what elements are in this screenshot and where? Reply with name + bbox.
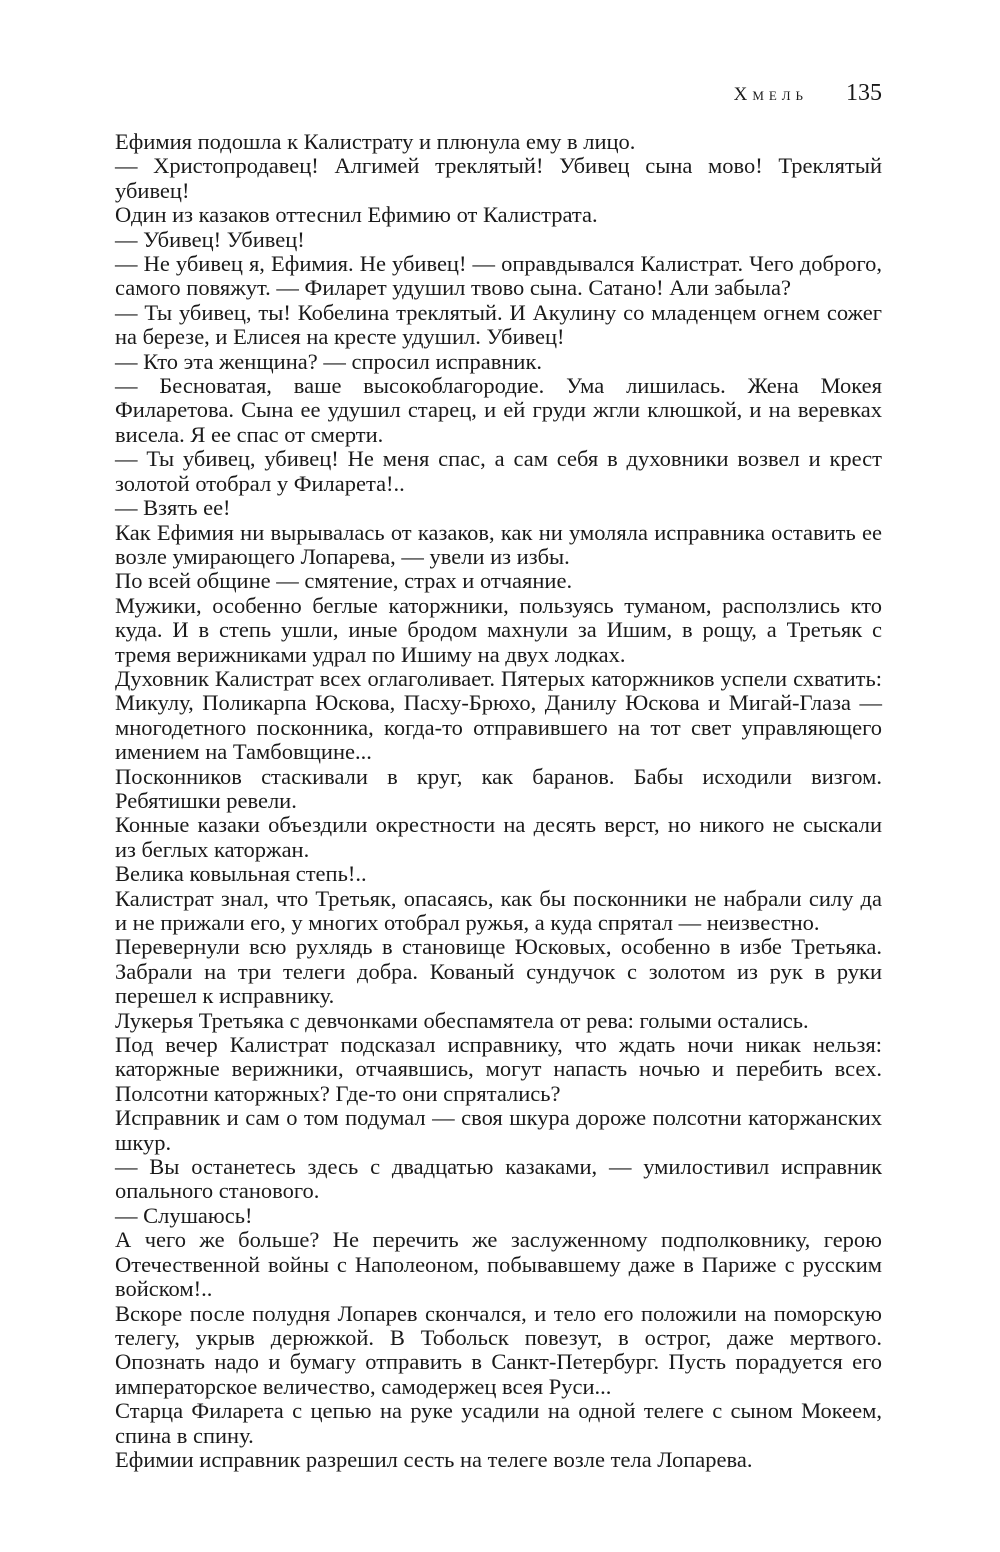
paragraph: — Христопродавец! Алгимей треклятый! Убивец сына мово! Треклятый убивец! (115, 153, 882, 203)
paragraph: Духовник Калистрат всех оглаголивает. Пятерых каторжников успели схватить: Микулу, Поликарпа Юскова, Пасху-Брюхо, Данилу Юскова и Мигай-Глаза — многодетного посконника, когда-то отправившего на тот свет управляющего имением на Тамбовщине... (115, 665, 882, 765)
paragraph: Мужики, особенно беглые каторжники, пользуясь туманом, расползлись кто куда. И в степь ушли, иные бродом махнули за Ишим, в рощу, а Третьяк с тремя верижниками удрал по Ишиму на двух лодках. (115, 592, 882, 667)
body-text (115, 130, 882, 1472)
paragraph: Ефимия подошла к Калистрату и плюнула ему в лицо. (115, 129, 636, 154)
paragraph: Лукерья Третьяка с девчонками обеспамятела от рева: голыми остались. (115, 1007, 809, 1033)
running-title: Хмель (733, 84, 808, 105)
book-page (115, 80, 882, 1472)
paragraph: Конные казаки объездили окрестности на десять верст, но никого не сыскали из беглых каторжан. (115, 812, 882, 862)
paragraph: Как Ефимия ни вырывалась от казаков, как ни умоляла исправника оставить ее возле умирающего Лопарева, — увели из избы. (115, 519, 882, 569)
paragraph: Велика ковыльная степь!.. (115, 861, 367, 887)
paragraph: Один из казаков оттеснил Ефимию от Калистрата. (115, 202, 598, 228)
paragraph: — Не убивец я, Ефимия. Не убивец! — оправдывался Калистрат. Чего доброго, самого повяжут. — Филарет удушил твово сына. Сатано! Али забыла? (115, 251, 882, 301)
paragraph: — Вы останетесь здесь с двадцатью казаками, — умилостивил исправник опального станового. (115, 1154, 882, 1204)
paragraph: Ефимии исправник разрешил сесть на телеге возле тела Лопарева. (115, 1446, 753, 1472)
paragraph: — Кто эта женщина? — спросил исправник. (115, 348, 543, 374)
paragraph: — Слушаюсь! (115, 1202, 253, 1228)
paragraph: Калистрат знал, что Третьяк, опасаясь, как бы посконники не набрали силу да и не прижали его, у многих отобрал ружья, а куда спрятал — неизвестно. (115, 885, 882, 935)
paragraph: — Взять ее! (115, 495, 231, 521)
paragraph: — Ты убивец, убивец! Не меня спас, а сам себя в духовники возвел и крест золотой отобрал у Филарета!.. (115, 446, 882, 496)
paragraph: Исправник и сам о том подумал — своя шкура дороже полсотни каторжанских шкур. (115, 1105, 882, 1155)
paragraph: — Ты убивец, ты! Кобелина треклятый. И Акулину со младенцем огнем сожег на березе, и Елисея на кресте удушил. Убивец! (115, 299, 882, 350)
paragraph: Перевернули всю рухлядь в становище Юсковых, особенно в избе Третьяка. Забрали на три телеги добра. Кованый сундучок с золотом из рук в руки перешел к исправнику. (115, 934, 882, 1009)
running-header (115, 80, 882, 126)
paragraph: А чего же больше? Не перечить же заслуженному подполковнику, герою Отечественной войны с Наполеоном, побывавшему даже в Париже с русским войском!.. (115, 1227, 882, 1302)
paragraph: — Убивец! Убивец! (115, 226, 305, 252)
paragraph: Вскоре после полудня Лопарев скончался, и тело его положили на поморскую телегу, укрыв дерюжкой. В Тобольск повезут, в острог, даже мертвого. Опознать надо и бумагу отправить в Санкт-Петербург. Пусть порадуется его императорское величество, самодержец всея Руси... (115, 1300, 882, 1399)
paragraph: Посконников стаскивали в круг, как баранов. Бабы исходили визгом. Ребятишки ревели. (115, 763, 882, 813)
paragraph: Под вечер Калистрат подсказал исправнику, что ждать ночи никак нельзя: каторжные верижники, отчаявшись, могут напасть ночью и перебить всех. Полсотни каторжных? Где-то они спрятались? (115, 1032, 882, 1106)
paragraph: Старца Филарета с цепью на руке усадили на одной телеге с сыном Мокеем, спина в спину. (115, 1398, 882, 1448)
page-number: 135 (846, 80, 882, 106)
paragraph: — Бесноватая, ваше высокоблагородие. Ума лишилась. Жена Мокея Филаретова. Сына ее удушил старец, и ей груди жгли клюшкой, и на веревках висела. Я ее спас от смерти. (115, 373, 882, 447)
paragraph: По всей общине — смятение, страх и отчаяние. (115, 568, 573, 594)
